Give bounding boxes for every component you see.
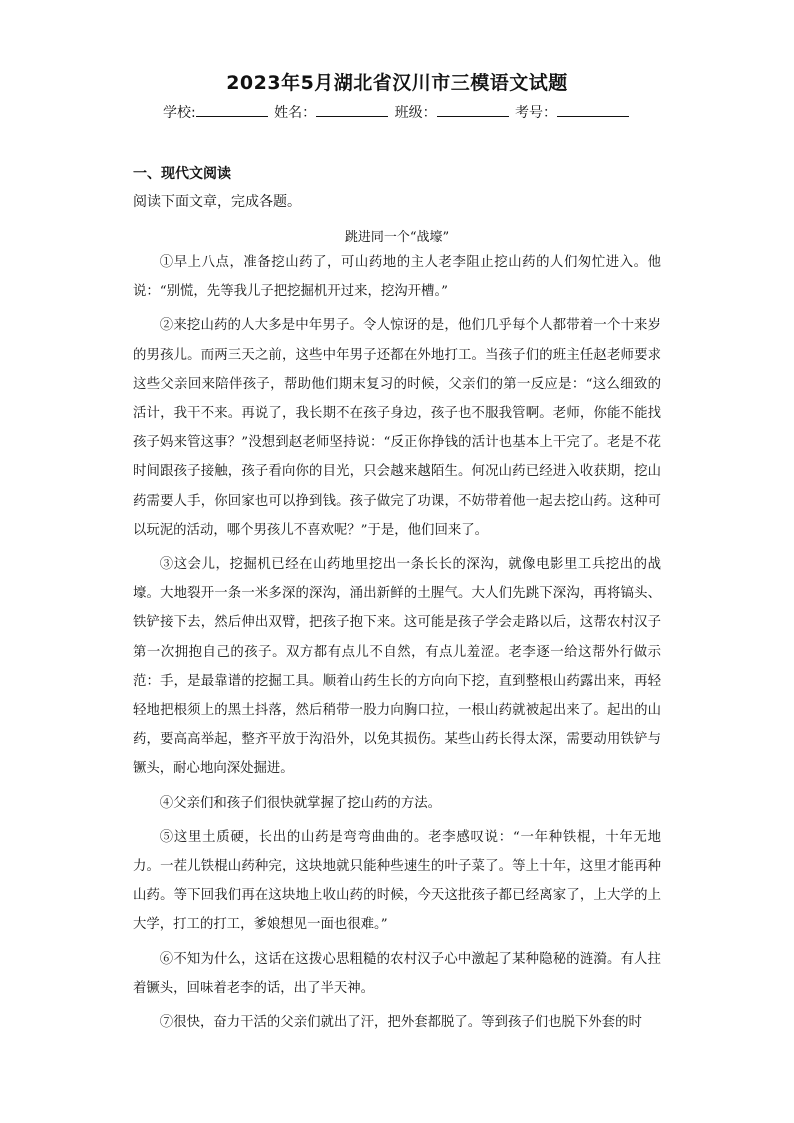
- class-label: 班级：: [394, 105, 437, 121]
- class-blank[interactable]: [437, 102, 509, 117]
- paragraph-3: ③这会儿，挖掘机已经在山药地里挖出一条长长的深沟，就像电影里工兵挖出的战壕。大地裂开一条一米多深的深沟，涌出新鲜的土腥气。大人们先跳下深沟，再将镐头、铁铲接下去，然后伸出双臂，把孩子抱下来。这可能是孩子学会走路以后，这帮农村汉子第一次拥抱自己的孩子。双方都有点儿不自然，有点儿羞涩。老李逐一给这帮外行做示范：手，是最靠谱的挖掘工具。顺着山药生长的方向向下挖，直到整根山药露出来，再轻轻地把根须上的黑土抖落，然后稍带一股力向胸口拉，一根山药就被起出来了。起出的山药，要高高举起，整齐平放于沟沿外，以免其损伤。某些山药长得太深，需要动用铁铲与镢头，耐心地向深处掘进。: [133, 557, 661, 777]
- student-info-fields: [0, 102, 794, 122]
- section-heading: 一、现代文阅读: [133, 166, 231, 182]
- paragraph-5: ⑤这里土质硬，长出的山药是弯弯曲曲的。老李感叹说：“一年种铁棍，十年无地力。一茬儿铁棍山药种完，这块地就只能种些速生的叶子菜了。等上十年，这里才能再种山药。等下回我们再在这块地上收山药的时候，今天这批孩子都已经离家了，上大学的上大学，打工的打工，爹娘想见一面也很难。”: [133, 829, 661, 933]
- paragraph-2: ②来挖山药的人大多是中年男子。令人惊讶的是，他们几乎每个人都带着一个十来岁的男孩儿。而两三天之前，这些中年男子还都在外地打工。当孩子们的班主任赵老师要求这些父亲回来陪伴孩子，帮助他们期末复习的时候，父亲们的第一反应是：“这么细致的活计，我干不来。再说了，我长期不在孩子身边，孩子也不服我管啊。老师，你能不能找孩子妈来管这事？”没想到赵老师坚持说：“反正你挣钱的活计也基本上干完了。老是不花时间跟孩子接触，孩子看向你的目光，只会越来越陌生。何况山药已经进入收获期，挖山药需要人手，你回家也可以挣到钱。孩子做完了功课，不妨带着他一起去挖山药。这种可以玩泥的活动，哪个男孩儿不喜欢呢？”于是，他们回来了。: [133, 318, 661, 538]
- paragraph-7: ⑦很快，奋力干活的父亲们就出了汗，把外套都脱了。等到孩子们也脱下外套的时: [159, 1015, 642, 1031]
- article-body: [133, 248, 661, 1042]
- paragraph-1: ①早上八点，准备挖山药了，可山药地的主人老李阻止挖山药的人们匆忙进入。他说：“别慌，先等我儿子把挖掘机开过来，挖沟开槽。”: [133, 255, 661, 300]
- section-instruction: 阅读下面文章，完成各题。: [133, 194, 301, 210]
- name-label: 姓名：: [274, 105, 317, 121]
- school-blank[interactable]: [196, 102, 268, 117]
- exam-title: 2023年5月湖北省汉川市三模语文试题: [226, 72, 568, 94]
- paragraph-4: ④父亲们和孩子们很快就掌握了挖山药的方法。: [159, 795, 441, 811]
- article-title: 跳进同一个“战壕”: [344, 230, 450, 245]
- exam-no-blank[interactable]: [557, 102, 629, 117]
- name-blank[interactable]: [316, 102, 388, 117]
- exam-no-label: 考号：: [515, 105, 558, 121]
- school-label: 学校:: [162, 105, 196, 121]
- paragraph-6: ⑥不知为什么，这话在这拨心思粗糙的农村汉子心中激起了某种隐秘的涟漪。有人拄着镢头，回味着老李的话，出了半天神。: [133, 951, 661, 996]
